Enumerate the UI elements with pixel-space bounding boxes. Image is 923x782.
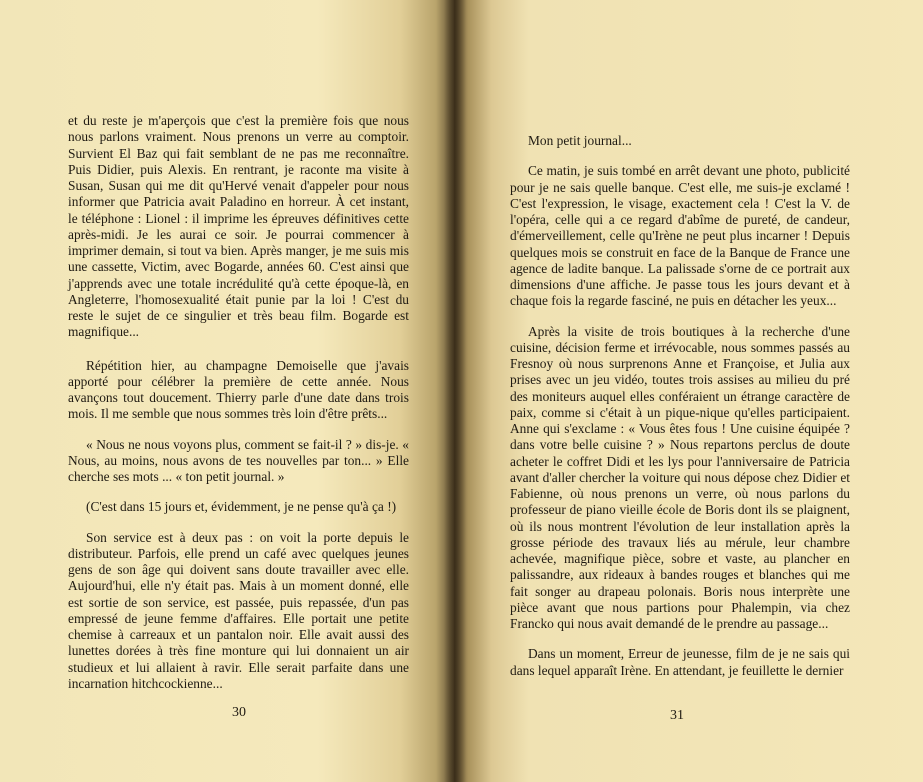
page-number: 30 bbox=[232, 705, 246, 720]
page-number: 31 bbox=[670, 708, 684, 723]
paragraph: Répétition hier, au champagne Demoiselle que j'avais apporté pour célébrer la première de cette année. Nous avançons tout doucement. Thierry parle d'une date dans trois mois. Il me semble que nous sommes très loin d'être prêts... bbox=[68, 357, 409, 422]
paragraph: Mon petit journal... bbox=[528, 133, 632, 148]
paragraph: Ce matin, je suis tombé en arrêt devant une photo, publicité pour je ne sais quelle banque. C'est elle, me suis-je exclamé ! C'est l'expression, le visage, exactement cela ! C'est la V. de l'opéra, celle qui a ce regard d'abîme de pureté, de candeur, d'émerveillement, celle qu'Irène ne peut plus incarner ! Depuis quelques mois se construit en face de la Banque de France une agence de ladite banque. La palissade s'orne de ce portrait aux dimensions d'une affiche. Je passe tous les jours devant et à chaque fois la regarde fasciné, ne puis en détacher les yeux... bbox=[510, 163, 850, 309]
paragraph: Dans un moment, Erreur de jeunesse, film de je ne sais qui dans lequel apparaît Irène. En attendant, je feuillette le dernier bbox=[510, 646, 850, 678]
paragraph: Après la visite de trois boutiques à la recherche d'une cuisine, décision ferme et irrévocable, nous sommes passés au Fresnoy où nous surprenons Anne et Françoise, et Julia aux prises avec un jeu vidéo, toutes trois assises au milieu du pré des moniteurs auquel elles conféraient un étrange caractère de paix, comme si c'était à un pique-nique qu'elles participaient. Anne qui s'exclame : « Vous êtes fous ! Une cuisine équipée ? dans votre belle cuisine ? » Nous repartons perclus de doute acheter le coffret Didi et les lys pour l'anniversaire de Patricia avant d'aller chercher la voiture qui nous dépose chez Didier et Fabienne, où nous prenons un verre, où nous parlons du professeur de piano vieille école de Boris dont ils se plaignent, où ils nous montrent l'évolution de leur installation après la grosse période des travaux liés au mérule, leur chambre achevée, magnifique pièce, sobre et vaste, au plancher en palissandre, aux rideaux à bandes rouges et blanches qui me fait songer au drapeau polonais. Boris nous interprète une pièce avant que nous partions pour Phalempin, via chez Francko qui nous avait demandé de le prendre au passage... bbox=[510, 323, 850, 631]
paragraph: (C'est dans 15 jours et, évidemment, je ne pense qu'à ça !) bbox=[86, 499, 397, 515]
paragraph: et du reste je m'aperçois que c'est la première fois que nous nous parlons vraiment. Nous prenons un verre au comptoir. Survient El Baz qui fait semblant de ne pas me reconnaître. Puis Didier, puis Alexis. En rentrant, je raconte ma visite à Susan, Susan qui me dit qu'Hervé venait d'appeler pour nous informer que Patricia avait Paladino en horreur. À cet instant, le téléphone : Lionel : il imprime les épreuves définitives cette après-midi. Je les aurai ce soir. Je pourrai commencer à imprimer demain, si tout va bien. Après manger, je me suis mis une cassette, Victim, avec Bogarde, années 60. C'est ainsi que j'apprends avec une totale incrédulité qu'à cette époque-là, en Angleterre, l'homosexualité était punie par la loi ! C'est du reste le sujet de ce singulier et très beau film. Bogarde est magnifique... bbox=[68, 113, 409, 340]
right-page-text bbox=[510, 133, 850, 679]
left-page bbox=[0, 0, 454, 782]
paragraph: « Nous ne nous voyons plus, comment se fait-il ? » dis-je. « Nous, au moins, nous avons de tes nouvelles par ton... » Elle cherche ses mots ... « ton petit journal. » bbox=[68, 436, 409, 484]
paragraph: Son service est à deux pas : on voit la porte depuis le distributeur. Parfois, elle prend un café avec quelques jeunes gens de son âge qui doivent sans doute travailler avec elle. Aujourd'hui, elle n'y était pas. Mais à un moment donné, elle est sortie de son service, est passée, puis repassée, d'un pas empressé de jeune femme d'affaires. Elle portait une petite chemise à carreaux et un pantalon noir. Elle avait aussi des lunettes dorées à très fine monture qui lui donnaient un air studieux et lui allaient à ravir. Elle serait parfaite dans une incarnation hitchcockienne... bbox=[68, 529, 409, 691]
book-gutter bbox=[444, 0, 466, 782]
left-page-text bbox=[68, 113, 409, 692]
